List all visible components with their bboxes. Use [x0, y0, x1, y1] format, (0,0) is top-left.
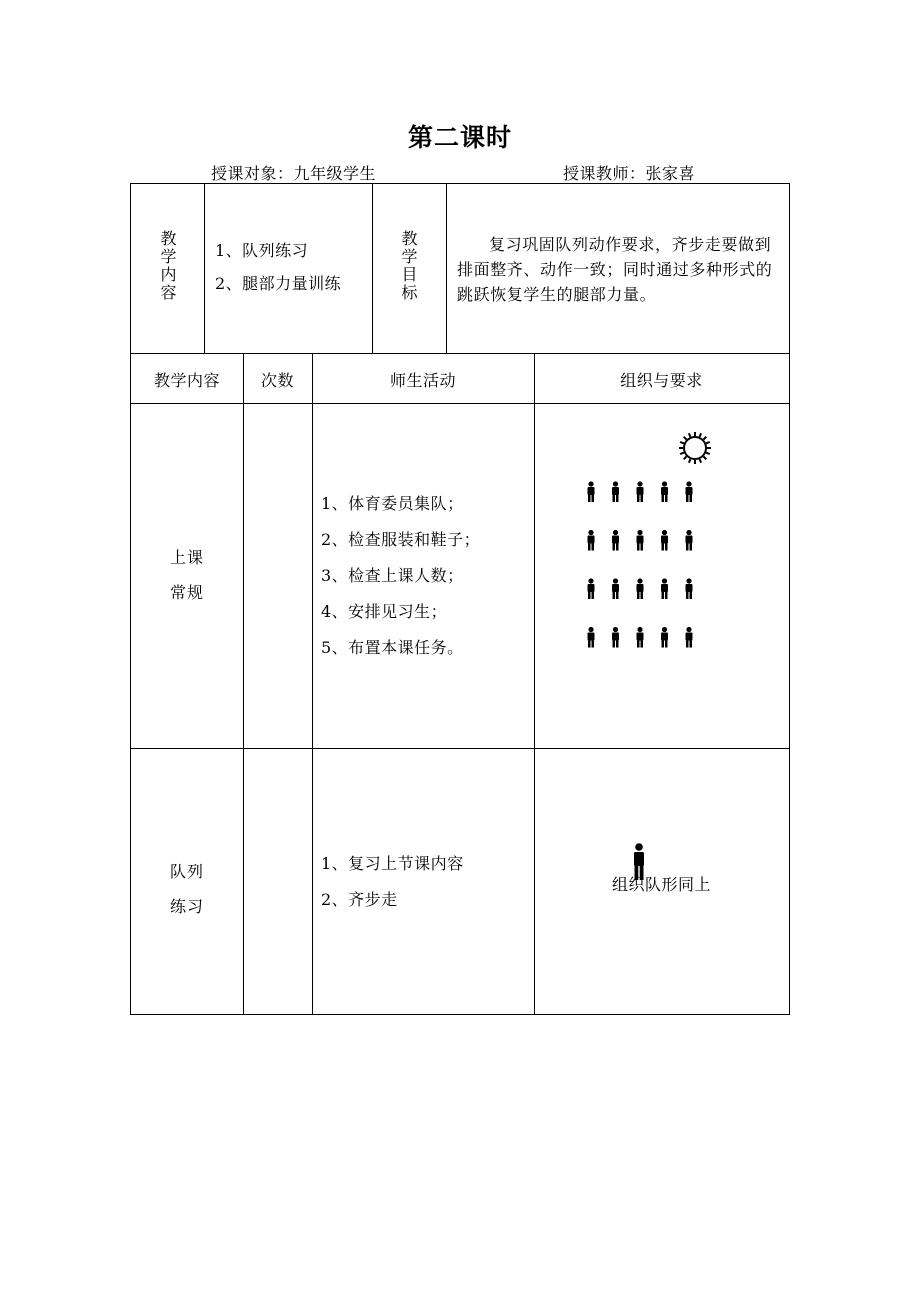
lesson-table: [130, 183, 790, 1015]
row-category: 队列 练习: [169, 862, 204, 916]
content-label: 教学内容: [158, 230, 177, 302]
student-icon: [686, 530, 693, 551]
student-icon: [661, 481, 668, 502]
list-item: 1、复习上节课内容: [321, 854, 464, 873]
student-icon: [686, 578, 693, 599]
list-item: 2、检查服装和鞋子；: [321, 530, 481, 549]
sun-icon: [679, 432, 711, 464]
col-header-organization: 组织与要求: [620, 371, 703, 390]
student-icon: [637, 530, 644, 551]
student-icon: [588, 627, 595, 648]
divider: [446, 184, 447, 353]
formation-diagram: [534, 403, 789, 748]
divider: [204, 184, 205, 353]
goal-label: 教学目标: [399, 230, 418, 302]
target-audience: 授课对象：九年级学生: [211, 164, 377, 183]
activity-list: [321, 846, 464, 918]
list-item: 1、队列练习: [215, 241, 309, 260]
page-title: 第二课时: [407, 123, 512, 152]
student-icon: [686, 627, 693, 648]
student-formation: [588, 481, 693, 647]
divider: [131, 353, 789, 354]
row-category: 上课 常规: [169, 548, 204, 602]
student-icon: [588, 578, 595, 599]
content-list: [215, 234, 341, 300]
student-icon: [612, 627, 619, 648]
goal-text: 复习巩固队列动作要求，齐步走要做到排面整齐、动作一致；同时通过多种形式的跳跃恢复学生的腿部力量。: [457, 235, 773, 304]
list-item: 2、腿部力量训练: [215, 274, 342, 293]
divider: [312, 353, 313, 1014]
student-icon: [588, 530, 595, 551]
organization-text: 组织队形同上: [611, 875, 711, 894]
col-header-content: 教学内容: [153, 371, 220, 390]
student-icon: [637, 578, 644, 599]
student-icon: [661, 530, 668, 551]
student-icon: [637, 481, 644, 502]
activity-list: [321, 486, 480, 666]
student-icon: [637, 627, 644, 648]
list-item: 4、安排见习生；: [321, 602, 448, 621]
list-item: 2、齐步走: [321, 890, 398, 909]
student-icon: [588, 481, 595, 502]
list-item: 5、布置本课任务。: [321, 638, 464, 657]
col-header-activity: 师生活动: [389, 371, 456, 390]
list-item: 3、检查上课人数；: [321, 566, 464, 585]
student-icon: [661, 627, 668, 648]
list-item: 1、体育委员集队；: [321, 494, 464, 513]
divider: [131, 748, 789, 749]
col-header-count: 次数: [260, 371, 294, 390]
student-icon: [612, 578, 619, 599]
student-icon: [612, 481, 619, 502]
teacher-name: 授课教师：张家喜: [563, 164, 696, 183]
divider: [372, 184, 373, 353]
divider: [243, 353, 244, 1014]
student-icon: [612, 530, 619, 551]
student-icon: [661, 578, 668, 599]
student-icon: [686, 481, 693, 502]
